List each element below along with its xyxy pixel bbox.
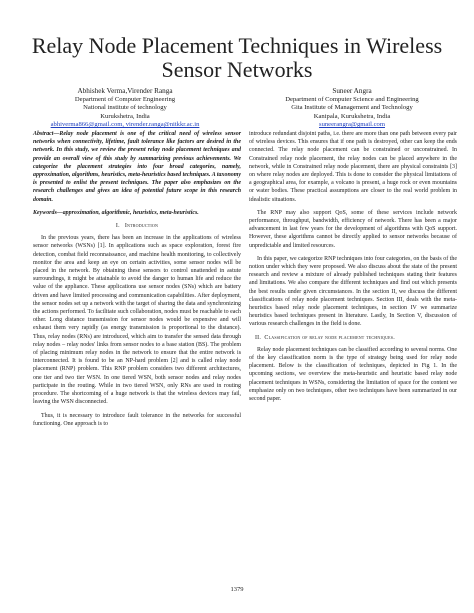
author-name: Abhishek Verma,Virender Ranga	[77, 87, 173, 95]
body-paragraph: Relay node placement techniques can be classified according to several norms. One of the key classification norm is the type of strategy being used for relay node placement. Below is the classification of techniques, depicted in Fig 1. In the upcoming sections, we overview the meta-heuristic and heuristic based relay node placement techniques in WSNs, considering the limitation of space for the content we emphasize only on two techniques, other two techniques have been summarized in our second paper.	[249, 346, 457, 403]
author-location: Kurukshetra, India	[100, 112, 150, 120]
author-institution: Gita Institute of Management and Technology	[291, 104, 413, 112]
author-email-link[interactable]: abhiverma866@gmail.com, virender.ranga@nitkkr.ac.in	[50, 121, 200, 129]
author-institution: National institute of technology	[83, 104, 167, 112]
section-number: I.	[115, 223, 120, 230]
author-department: Department of Computer Engineering	[74, 95, 176, 103]
abstract: Abstract—Relay node placement is one of the critical need of wireless sensor networks when connectivity, lifetime, fault tolerance like factors are desired in the network. In this study, we review the present relay node placement techniques and provide an overall view of this study by summarizing previous achievements. We categorize the placement strategies into four broad categories, namely, approximation, algorithms, heuristics, meta-heuristics based techniques. A taxonomy is presented to enlist the present techniques. The paper also emphasizes on the research challenges and gives an idea of potential future scope in this research domain.	[33, 131, 241, 203]
section-heading-classification	[249, 334, 457, 342]
paper-title	[20, 34, 454, 82]
section-title: Classification of relay node placement techniques.	[264, 334, 395, 341]
page-number: 1379	[230, 586, 244, 593]
author-location: Kanipala, Kurukshetra, India	[313, 112, 391, 120]
body-paragraph: The RNP may also support QoS, some of these services include network performance, throughput, bandwidth, efficiency of network. There has been a major advancement in last few years for the development of algorithms with QoS support. However, these algorithms cannot be directly applied to sensor networks because of unpredictable and limited resources.	[249, 209, 457, 249]
author-name: Suneer Angra	[332, 87, 372, 95]
title-line-1: Relay Node Placement Techniques in Wireless	[31, 33, 443, 58]
section-title: Introduction	[124, 223, 159, 230]
right-column	[249, 130, 457, 408]
author-block-1	[30, 87, 220, 130]
title-line-2: Sensor Networks	[161, 57, 313, 82]
body-paragraph: Thus, it is necessary to introduce fault tolerance in the networks for successful functioning. One approach is to	[33, 412, 241, 427]
section-number: II.	[255, 334, 262, 341]
body-paragraph: introduce redundant disjoint paths, i.e. there are more than one path between every pair of wireless devices. This ensures that if one path is destroyed, other can keep the ends connected. The relay node placement can be constrained or unconstrained. In Constrained relay node placement, the relay nodes can be placed anywhere in the network, while in Constrained relay node placement, there are physical constraints [3] on where relay nodes are deployed. This is done to consider the physical limitations of a geographical area, for example, a volcano is present, a huge rock or even mountains or water bodies. These practical assumptions are closer to the real world problem in idealistic situations.	[249, 131, 457, 203]
body-paragraph: In this paper, we categorize RNP techniques into four categories, on the basis of the notion under which they were proposed. We also discuss about the state of the present research and review a mixture of already published techniques stating their features and limitations. We also compare the different techniques and find out which presents the best results under given circumstances. In the section II, we discuss the different classifications of relay node placement techniques. Section III, deals with the meta-heuristics based relay node placement techniques, in section IV we summarize heuristics based techniques present in literature. Lastly, In Section V, discussion of various research challenges in the field is done.	[249, 255, 457, 328]
author-block-2	[254, 87, 450, 130]
author-department: Department of Computer Science and Engineering	[285, 95, 419, 103]
section-heading-introduction	[33, 222, 241, 230]
author-email-link[interactable]: suneerangra@gmail.com	[319, 121, 385, 129]
keywords: Keywords—approximation, algorithmic, heuristics, meta-heuristics.	[33, 209, 199, 216]
left-column	[33, 130, 241, 433]
body-paragraph: In the previous years, there has been an increase in the applications of wireless sensor networks (WSNs) [1]. In applications such as space exploration, forest fire detection, combat field reconnaissance, and machine health monitoring, to collectively monitor the area and keep an eye on certain activities, some sensor nodes will be placed in the network. By obtaining these sensors to control unattended in astute surroundings, it might be attainable to avoid the danger to human life and reduce the value of the appliance. These applications use sensor nodes (SNs) which are battery driven and have limited processing and communication capabilities. After deployment, the sensor nodes set up a network with the target of sharing the data and synchronizing the actions performed. To facilitate such collaboration, nodes must be reachable to each other. Long distance transmission for sensor nodes would be expensive and will exhaust them very rapidly (as energy transmission is proportional to the distance). Thus, relay nodes (RNs) are introduced, which aim to transfer the sensed data through relay nodes – relay nodes' links from sensor nodes to a base station (BS). The problem of placing minimum relay nodes in the network to ensure that the entire network is interconnected. It is found to be an NP-hard problem [2] and is called relay node placement (RNP) problem. This RNP problem considers two different architectures, one tier and two tier WSN. In one tiered WSN, both sensor nodes and relay nodes participate in the routing. While in two tiered WSN, only RNs are used in routing procedure. The shortcoming of a huge network is that the wireless devices may fail, leaving the WSN disconnected.	[33, 235, 241, 406]
